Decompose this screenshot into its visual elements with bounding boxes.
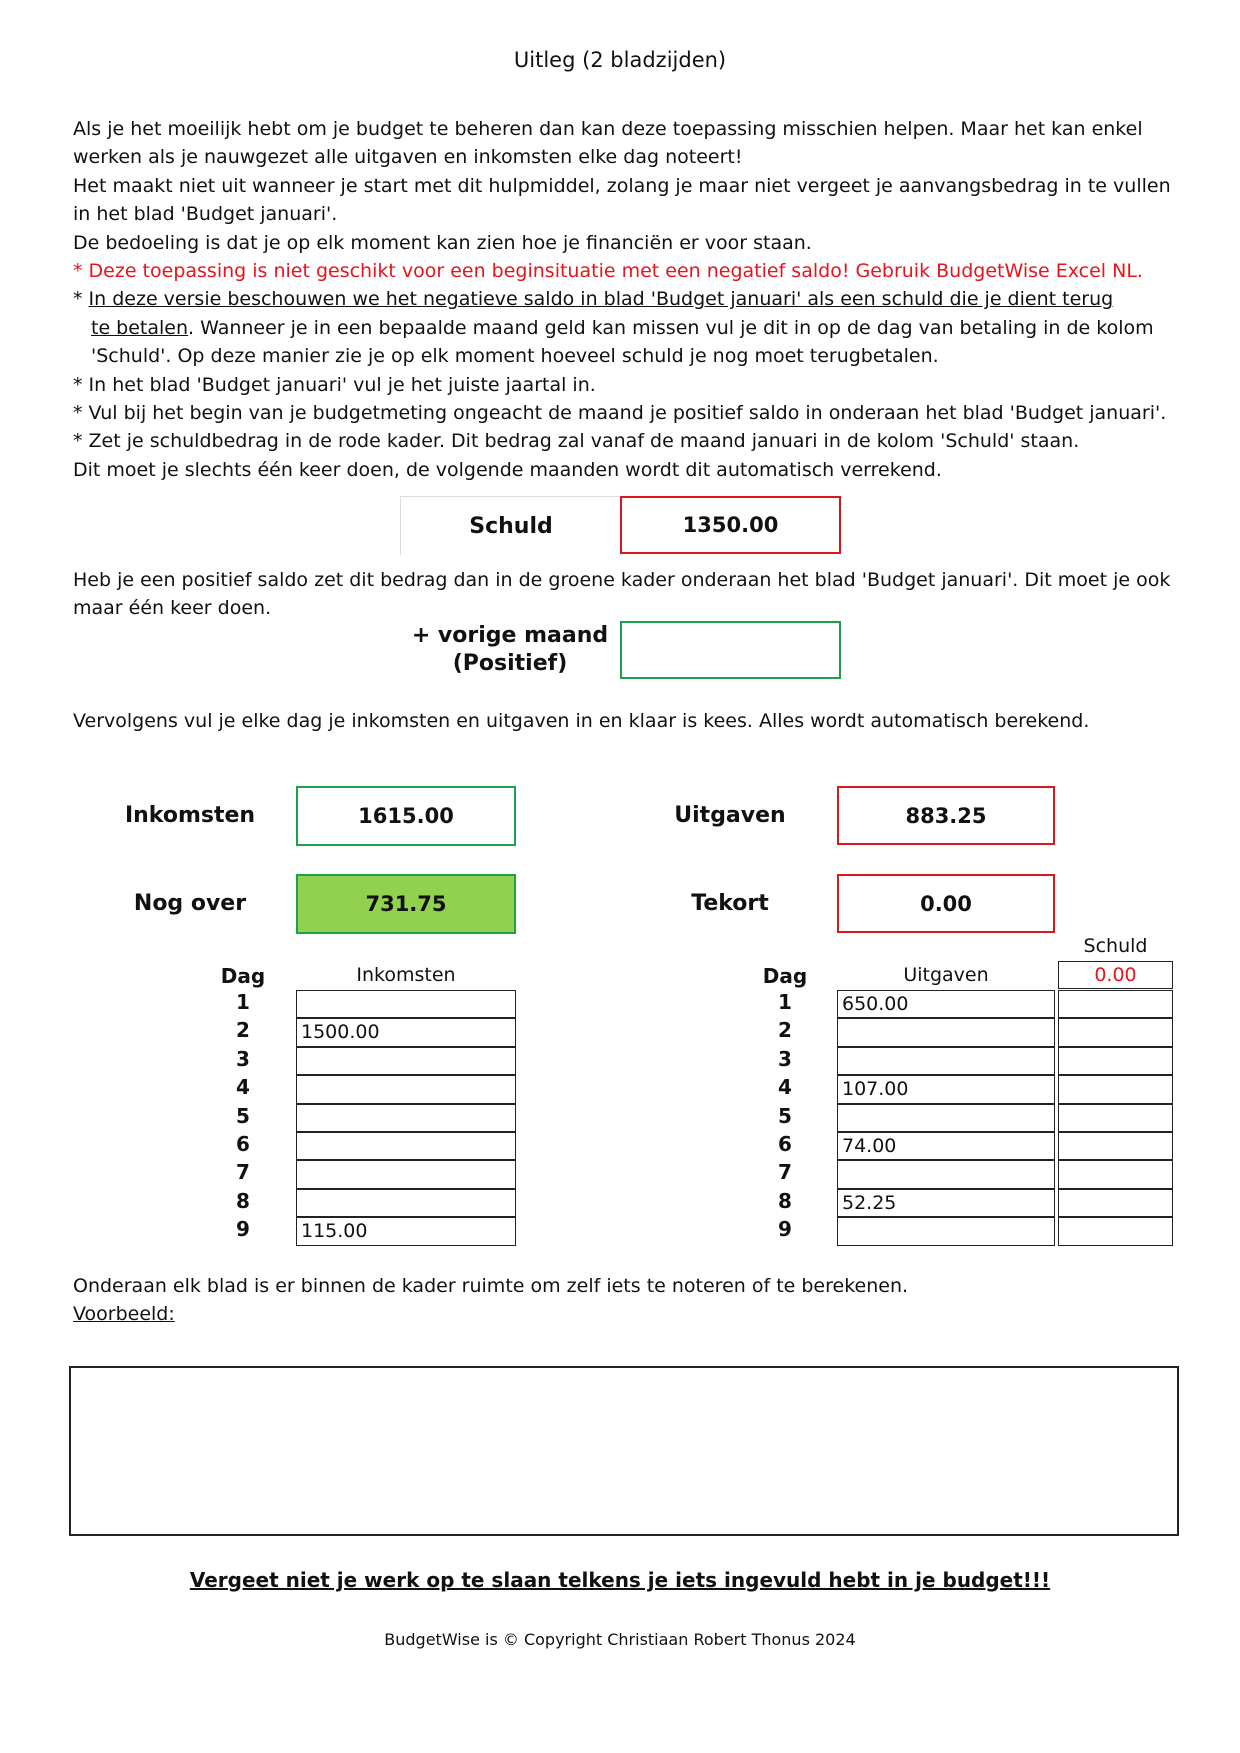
inkomsten-total: 1615.00 bbox=[296, 786, 516, 846]
schuld-start-cell: 0.00 bbox=[1058, 961, 1173, 989]
bullet-debt-line3: 'Schuld'. Op deze manier zie je op elk moment hoeveel schuld je nog moet terugbetalen. bbox=[91, 345, 939, 368]
day-number: 3 bbox=[778, 1046, 792, 1071]
day-number: 8 bbox=[236, 1188, 250, 1213]
expense-cell[interactable]: 52.25 bbox=[837, 1189, 1055, 1217]
schuld-cell[interactable] bbox=[1058, 1217, 1173, 1245]
page-title: Uitleg (2 bladzijden) bbox=[513, 48, 727, 72]
bullet-debt-line2: te betalen. Wanneer je in een bepaalde maand geld kan missen vul je dit in op de dag van betaling in de kolom bbox=[91, 316, 1154, 339]
schuld-label-cell bbox=[400, 496, 621, 555]
notes-line: Onderaan elk blad is er binnen de kader ruimte om zelf iets te noteren of te berekenen. bbox=[73, 1275, 909, 1297]
schuld-cell[interactable] bbox=[1058, 1132, 1173, 1160]
expense-cell[interactable]: 74.00 bbox=[837, 1132, 1055, 1160]
notes-box[interactable] bbox=[69, 1366, 1179, 1536]
nogover-total: 731.75 bbox=[296, 874, 516, 934]
expense-cell[interactable] bbox=[837, 1217, 1055, 1245]
day-number: 3 bbox=[236, 1046, 250, 1071]
income-cell[interactable] bbox=[296, 990, 516, 1018]
intro-line: in het blad 'Budget januari'. bbox=[73, 203, 338, 226]
expense-col-header: Uitgaven bbox=[903, 964, 989, 986]
positive-line: Heb je een positief saldo zet dit bedrag dan in de groene kader onderaan het blad 'Budget januari'. Dit moet je ook bbox=[73, 569, 1171, 591]
intro-line: Als je het moeilijk hebt om je budget te beheren dan kan deze toepassing misschien helpen. Maar het kan enkel bbox=[73, 118, 1143, 140]
income-cell[interactable] bbox=[296, 1104, 516, 1132]
day-number: 7 bbox=[236, 1160, 250, 1185]
day-number: 1 bbox=[236, 990, 250, 1014]
income-cell[interactable] bbox=[296, 1189, 516, 1217]
expense-cell[interactable] bbox=[837, 1047, 1055, 1075]
positive-line: maar één keer doen. bbox=[73, 597, 272, 620]
day-number: 5 bbox=[236, 1103, 250, 1128]
tekort-total: 0.00 bbox=[837, 874, 1055, 933]
income-cell[interactable]: 115.00 bbox=[296, 1217, 516, 1245]
expense-cell[interactable]: 107.00 bbox=[837, 1075, 1055, 1103]
day-number: 9 bbox=[778, 1217, 792, 1242]
day-number: 4 bbox=[778, 1075, 792, 1100]
tekort-label: Tekort bbox=[691, 891, 769, 916]
bullet-debt-amount: * Zet je schuldbedrag in de rode kader. Dit bedrag zal vanaf de maand januari in de kolom 'Schuld' staan. bbox=[73, 430, 1080, 453]
schuld-cell[interactable] bbox=[1058, 990, 1173, 1018]
notes-example: Voorbeeld: bbox=[73, 1303, 175, 1326]
day-number: 7 bbox=[778, 1160, 792, 1185]
positive-label: + vorige maand (Positief) bbox=[411, 623, 609, 676]
schuld-cell[interactable] bbox=[1058, 1189, 1173, 1217]
uitgaven-label: Uitgaven bbox=[674, 803, 786, 828]
intro-line: werken als je nauwgezet alle uitgaven en inkomsten elke dag noteert! bbox=[73, 146, 743, 169]
save-reminder: Vergeet niet je werk op te slaan telkens je iets ingevuld hebt in je budget!!! bbox=[189, 1568, 1051, 1592]
intro-line: Dit moet je slechts één keer doen, de volgende maanden wordt dit automatisch verrekend. bbox=[73, 458, 942, 481]
positive-input[interactable] bbox=[620, 621, 841, 679]
income-col-header: Inkomsten bbox=[356, 964, 456, 986]
schuld-cell[interactable] bbox=[1058, 1018, 1173, 1046]
expense-cell[interactable] bbox=[837, 1018, 1055, 1046]
positive-text bbox=[73, 566, 1173, 623]
schuld-cell[interactable] bbox=[1058, 1160, 1173, 1188]
nogover-label: Nog over bbox=[133, 891, 247, 916]
schuld-cell[interactable] bbox=[1058, 1075, 1173, 1103]
income-cell[interactable] bbox=[296, 1160, 516, 1188]
day-number: 2 bbox=[236, 1018, 250, 1043]
schuld-cell[interactable] bbox=[1058, 1104, 1173, 1132]
day-number: 5 bbox=[778, 1103, 792, 1128]
bullet-positive: * Vul bij het begin van je budgetmeting ongeacht de maand je positief saldo in onderaan het blad 'Budget januari'. bbox=[73, 402, 1167, 425]
income-dag-header: Dag bbox=[220, 964, 266, 988]
expense-cell[interactable]: 650.00 bbox=[837, 990, 1055, 1018]
expense-dag-header: Dag bbox=[762, 964, 808, 988]
uitgaven-total: 883.25 bbox=[837, 786, 1055, 845]
income-cell[interactable] bbox=[296, 1075, 516, 1103]
warning-line: * Deze toepassing is niet geschikt voor een beginsituatie met een negatief saldo! Gebruik BudgetWise Excel NL. bbox=[73, 260, 1143, 283]
bullet-debt-line1: * In deze versie beschouwen we het negatieve saldo in blad 'Budget januari' als een schuld die je dient terug bbox=[73, 288, 1114, 311]
bullet-year: * In het blad 'Budget januari' vul je het juiste jaartal in. bbox=[73, 373, 596, 396]
income-cell[interactable] bbox=[296, 1047, 516, 1075]
day-number: 9 bbox=[236, 1217, 250, 1242]
inkomsten-label: Inkomsten bbox=[124, 803, 256, 828]
then-line: Vervolgens vul je elke dag je inkomsten en uitgaven in en klaar is kees. Alles wordt automatisch berekend. bbox=[73, 710, 1090, 732]
day-number: 1 bbox=[778, 990, 792, 1014]
income-cell[interactable]: 1500.00 bbox=[296, 1018, 516, 1046]
day-number: 6 bbox=[778, 1132, 792, 1156]
then-text bbox=[73, 707, 1173, 735]
income-cell[interactable] bbox=[296, 1132, 516, 1160]
day-number: 4 bbox=[236, 1075, 250, 1100]
notes-text bbox=[73, 1272, 1173, 1329]
intro-line: Het maakt niet uit wanneer je start met dit hulpmiddel, zolang je maar niet vergeet je aanvangsbedrag in te vullen bbox=[73, 174, 1171, 197]
schuld-input[interactable]: 1350.00 bbox=[620, 496, 841, 554]
expense-cell[interactable] bbox=[837, 1104, 1055, 1132]
copyright: BudgetWise is © Copyright Christiaan Robert Thonus 2024 bbox=[384, 1630, 856, 1649]
expense-cell[interactable] bbox=[837, 1160, 1055, 1188]
day-number: 6 bbox=[236, 1132, 250, 1156]
intro-line: De bedoeling is dat je op elk moment kan zien hoe je financiën er voor staan. bbox=[73, 231, 812, 254]
intro-text bbox=[73, 115, 1173, 484]
schuld-cell[interactable] bbox=[1058, 1047, 1173, 1075]
schuld-col-header: Schuld bbox=[1083, 935, 1148, 957]
schuld-label: Schuld bbox=[469, 513, 553, 539]
day-number: 2 bbox=[778, 1018, 792, 1043]
day-number: 8 bbox=[778, 1188, 792, 1213]
